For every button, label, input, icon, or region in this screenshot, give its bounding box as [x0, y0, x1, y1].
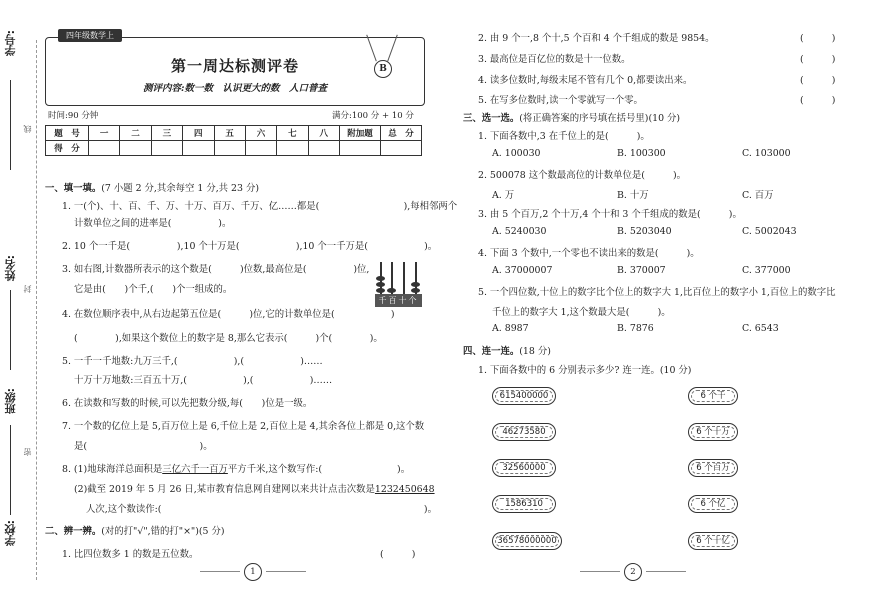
s1-q5-line1: 5. 一千一千地数:九万三千,( ),( )……	[62, 356, 323, 367]
match-left-2[interactable]: 46273580	[492, 423, 556, 441]
score-cell[interactable]	[277, 141, 308, 156]
student-id-label: 学号:	[4, 30, 17, 57]
match-right-3[interactable]: 6 个百万	[688, 459, 738, 477]
score-row-label: 得 分	[46, 141, 89, 156]
binding-strip	[0, 0, 34, 591]
section-2-note: (对的打"√",错的打"×")(5 分)	[101, 526, 225, 537]
s2-q2-answer-bracket[interactable]: ( )	[800, 33, 836, 44]
score-cell[interactable]	[340, 141, 381, 156]
s2-q5: 5. 在写多位数时,读一个零就写一个零。	[478, 95, 643, 106]
class-label: 班级:	[4, 388, 17, 415]
s3-q3-option-a[interactable]: A. 5240030	[492, 226, 547, 237]
s1-q4-line2: ( ),如果这个数位上的数字是 8,那么它表示( )个( )。	[74, 333, 383, 344]
match-right-4[interactable]: 6 个亿	[688, 495, 738, 513]
match-left-5[interactable]: 36578000000	[492, 532, 562, 550]
s3-q5-line1: 5. 一个四位数,十位上的数字比个位上的数字大 1,比百位上的数字小 1,百位上的数字比	[478, 287, 836, 298]
s1-q5-line2: 十万十万地数:三百五十万,( ),( )……	[74, 375, 333, 386]
s1-q8-part1	[62, 461, 410, 475]
s1-q4-line1: 4. 在数位顺序表中,从右边起第五位是( )位,它的计数单位是( )	[62, 309, 395, 320]
s3-q1-option-c[interactable]: C. 103000	[742, 148, 791, 159]
s4-q1: 1. 下面各数中的 6 分别表示多少? 连一连。(10 分)	[478, 365, 692, 376]
score-header-cell: 三	[151, 126, 182, 141]
section-3-heading	[463, 110, 680, 124]
s3-q3: 3. 由 5 个百万,2 个十万,4 个十和 3 个千组成的数是( )。	[478, 209, 742, 220]
s2-q3: 3. 最高位是百亿位的数是十一位数。	[478, 54, 631, 65]
s1-q8-part2	[74, 481, 435, 495]
s3-q2-option-a[interactable]: A. 万	[492, 190, 515, 201]
s3-q5-option-c[interactable]: C. 6543	[742, 323, 779, 334]
score-cell[interactable]	[308, 141, 339, 156]
name-label: 姓名:	[4, 255, 17, 282]
section-4-note: (18 分)	[519, 346, 551, 357]
s3-q3-option-c[interactable]: C. 5002043	[742, 226, 797, 237]
medal-icon: B	[374, 60, 392, 78]
binding-dashed-line	[36, 40, 37, 580]
s3-q2-option-b[interactable]: B. 十万	[617, 190, 649, 201]
student-id-line	[10, 80, 11, 170]
test-content: 测评内容:数一数 认识更大的数 人口普查	[142, 83, 327, 94]
s3-q3-option-b[interactable]: B. 5203040	[617, 226, 672, 237]
s1-q6: 6. 在读数和写数的时候,可以先把数分级,每( )位是一级。	[62, 398, 313, 409]
section-2-title: 二、辨一辨。	[45, 526, 102, 537]
score-header-cell: 附加题	[340, 126, 381, 141]
match-left-1[interactable]: 615400000	[492, 387, 556, 405]
footer-deco	[200, 571, 240, 572]
score-header-cell: 题 号	[46, 126, 89, 141]
s2-q5-answer-bracket[interactable]: ( )	[800, 95, 836, 106]
s3-q1-option-b[interactable]: B. 100300	[617, 148, 666, 159]
score-header-cell: 八	[308, 126, 339, 141]
s2-q3-answer-bracket[interactable]: ( )	[800, 54, 836, 65]
s3-q4-option-a[interactable]: A. 37000007	[492, 265, 553, 276]
match-left-4[interactable]: 1586310	[492, 495, 556, 513]
cut-mark-line: 线	[23, 125, 32, 133]
page-title: 第一周达标测评卷	[170, 57, 299, 75]
abacus-labels: 千百十个	[375, 294, 422, 307]
section-2-heading	[45, 523, 225, 537]
footer-deco	[646, 571, 686, 572]
s2-q1: 1. 比四位数多 1 的数是五位数。	[62, 549, 199, 560]
score-header-cell: 总 分	[381, 126, 422, 141]
s2-q4-answer-bracket[interactable]: ( )	[800, 75, 836, 86]
cut-mark-seal: 封	[23, 285, 32, 293]
score-header-cell: 五	[214, 126, 245, 141]
score-cell[interactable]	[151, 141, 182, 156]
s3-q1: 1. 下面各数中,3 在千位上的是( )。	[478, 131, 650, 142]
score-cell[interactable]	[245, 141, 276, 156]
s1-q8-part2-pre: (2)截至 2019 年 5 月 26 日,某市教育信息网自建网以来共计点击次数是	[74, 484, 375, 495]
section-4-title: 四、连一连。	[463, 346, 520, 357]
s3-q1-option-a[interactable]: A. 100030	[492, 148, 541, 159]
s2-q4: 4. 读多位数时,每级末尾不管有几个 0,都要读出来。	[478, 75, 693, 86]
s3-q2: 2. 500078 这个数最高位的计数单位是( )。	[478, 170, 687, 181]
school-label: 学校:	[4, 520, 17, 547]
abacus-bead	[411, 282, 420, 287]
score-table	[45, 125, 422, 156]
s1-q7-line2: 是( )。	[74, 441, 213, 452]
score-cell[interactable]	[214, 141, 245, 156]
class-line	[10, 425, 11, 515]
score-cell[interactable]	[381, 141, 422, 156]
score-cell[interactable]	[120, 141, 151, 156]
s1-q8-part2-read: 人次,这个数读作:( )。	[86, 504, 437, 515]
s2-q2: 2. 由 9 个一,8 个十,5 个百和 4 个千组成的数是 9854。	[478, 33, 715, 44]
abacus-figure	[375, 262, 422, 308]
match-left-3[interactable]: 32560000	[492, 459, 556, 477]
score-header-cell: 七	[277, 126, 308, 141]
score-header-cell: 二	[120, 126, 151, 141]
section-1-note: (7 小题 2 分,其余每空 1 分,共 23 分)	[101, 183, 259, 194]
s3-q4-option-b[interactable]: B. 370007	[617, 265, 666, 276]
s3-q4-option-c[interactable]: C. 377000	[742, 265, 791, 276]
s1-q8-part1-underlined: 三亿六千一百万	[162, 464, 228, 475]
s1-q8-part1-pre: 8. (1)地球海洋总面积是	[62, 464, 163, 475]
abacus-bead	[411, 288, 420, 293]
abacus-bead	[376, 282, 385, 287]
page-number-1: 1	[244, 563, 262, 581]
section-1-title: 一、填一填。	[45, 183, 102, 194]
s3-q2-option-c[interactable]: C. 百万	[742, 190, 774, 201]
s3-q5-line2: 千位上的数字大 1,这个数最大是( )。	[492, 307, 671, 318]
score-table-score-row	[46, 141, 422, 156]
s2-q1-answer-bracket[interactable]: ( )	[380, 549, 416, 560]
s1-q3-line2: 它是由( )个千,( )个一组成的。	[74, 284, 233, 295]
grade-tag: 四年级数学上	[58, 29, 122, 42]
footer-deco	[580, 571, 620, 572]
s1-q8-part1-post: 平方千米,这个数写作:( )。	[227, 464, 411, 475]
s1-q1-line1: 1. 一(个)、十、百、千、万、十万、百万、千万、亿……都是( ),每相邻两个	[62, 201, 458, 212]
s3-q5-option-b[interactable]: B. 7876	[617, 323, 654, 334]
s1-q1-line2: 计数单位之间的进率是( )。	[74, 218, 232, 229]
s1-q3-line1: 3. 如右图,计数器所表示的这个数是( )位数,最高位是( )位,	[62, 264, 370, 275]
title-box	[45, 37, 425, 106]
s3-q4: 4. 下面 3 个数中,一个零也不读出来的数是( )。	[478, 248, 700, 259]
s1-q2: 2. 10 个一千是( ),10 个十万是( ),10 个一千万是( )。	[62, 241, 438, 252]
score-table-header-row	[46, 126, 422, 141]
abacus-bead	[376, 288, 385, 293]
name-line	[10, 290, 11, 370]
score-header-cell: 六	[245, 126, 276, 141]
s1-q7-line1: 7. 一个数的亿位上是 5,百万位上是 6,千位上是 2,百位上是 4,其余各位上都是 0,这个数	[62, 421, 425, 432]
abacus-rod	[403, 262, 405, 294]
s1-q8-part2-underlined: 1232450648	[374, 484, 435, 495]
abacus-bead	[376, 276, 385, 281]
score-cell[interactable]	[183, 141, 214, 156]
abacus-bead	[387, 288, 396, 293]
s3-q5-option-a[interactable]: A. 8987	[492, 323, 529, 334]
score-cell[interactable]	[89, 141, 120, 156]
score-header-cell: 一	[89, 126, 120, 141]
section-4-heading	[463, 343, 551, 357]
cut-mark-close: 密	[23, 448, 32, 456]
score-header-cell: 四	[183, 126, 214, 141]
section-3-note: (将正确答案的序号填在括号里)(10 分)	[519, 113, 681, 124]
match-right-1[interactable]: 6 个千	[688, 387, 738, 405]
match-right-5[interactable]: 6 个十亿	[688, 532, 738, 550]
section-3-title: 三、选一选。	[463, 113, 520, 124]
page-number-2: 2	[624, 563, 642, 581]
time-limit: 时间:90 分钟	[48, 111, 99, 121]
footer-deco	[266, 571, 306, 572]
section-1-heading	[45, 180, 259, 194]
match-right-2[interactable]: 6 个十万	[688, 423, 738, 441]
full-score: 满分:100 分 + 10 分	[332, 111, 414, 121]
